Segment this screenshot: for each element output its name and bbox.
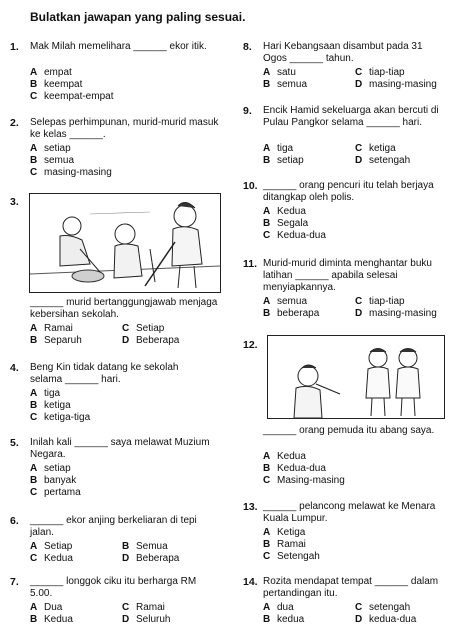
- option[interactable]: [263, 614, 304, 626]
- option-letter: B: [30, 400, 38, 411]
- option-text: semua: [277, 79, 308, 90]
- option-letter: A: [30, 541, 38, 552]
- option[interactable]: [30, 67, 72, 79]
- question-number: 3.: [10, 196, 19, 208]
- option-letter: D: [355, 614, 363, 625]
- option[interactable]: [30, 323, 73, 335]
- option[interactable]: [355, 155, 410, 167]
- option-letter: B: [30, 614, 38, 625]
- option-letter: C: [122, 323, 130, 334]
- option-letter: C: [263, 230, 271, 241]
- option-letter: B: [30, 335, 38, 346]
- option-letter: A: [30, 67, 38, 78]
- option-text: setengah: [369, 155, 411, 166]
- option-text: Dua: [44, 602, 63, 613]
- option[interactable]: [263, 67, 296, 79]
- option[interactable]: [355, 296, 405, 308]
- option-text: tiga: [277, 143, 294, 154]
- option-letter: C: [122, 602, 130, 613]
- option-letter: A: [30, 602, 38, 613]
- option-letter: C: [30, 91, 38, 102]
- option-text: Kedua-dua: [277, 230, 326, 241]
- option-text: ketiga-tiga: [44, 412, 91, 423]
- option-letter: A: [263, 602, 271, 613]
- option-letter: C: [30, 167, 38, 178]
- option-text: Separuh: [44, 335, 82, 346]
- question-stem: ______ orang pemuda itu abang saya.: [263, 425, 435, 436]
- option-text: Ketiga: [277, 527, 306, 538]
- question-number: 1.: [10, 41, 19, 53]
- option-letter: A: [263, 451, 271, 462]
- option-letter: B: [263, 614, 271, 625]
- option[interactable]: [355, 308, 437, 320]
- option[interactable]: [122, 602, 165, 614]
- question-number: 9.: [243, 105, 252, 117]
- option-text: Kedua: [44, 553, 73, 564]
- option-text: setiap: [44, 143, 71, 154]
- option-text: Kedua: [277, 206, 306, 217]
- question-number: 12.: [243, 339, 258, 351]
- option-letter: C: [30, 553, 38, 564]
- option[interactable]: [30, 463, 71, 475]
- option-letter: C: [30, 412, 38, 423]
- option[interactable]: [30, 155, 74, 167]
- option-letter: D: [122, 553, 130, 564]
- question-number: 10.: [243, 180, 258, 192]
- option-text: Setiap: [136, 323, 165, 334]
- option-letter: C: [355, 143, 363, 154]
- option-text: Masing-masing: [277, 475, 345, 486]
- option-letter: D: [355, 79, 363, 90]
- option-text: banyak: [44, 475, 77, 486]
- option-letter: A: [30, 323, 38, 334]
- option[interactable]: [355, 614, 416, 626]
- option[interactable]: [122, 541, 168, 553]
- option[interactable]: [30, 614, 73, 626]
- option-letter: B: [122, 541, 130, 552]
- question-stem: ______ longgok ciku itu berharga RM 5.00.: [30, 576, 197, 599]
- option[interactable]: [122, 323, 164, 335]
- option[interactable]: [355, 67, 405, 79]
- option[interactable]: [30, 487, 81, 499]
- option-text: masing-masing: [44, 167, 112, 178]
- option-text: tiga: [44, 388, 61, 399]
- option[interactable]: [30, 388, 60, 400]
- option-text: setengah: [369, 602, 411, 613]
- question-stem: Hari Kebangsaan disambut pada 31 Ogos ______ tahun.: [263, 41, 423, 64]
- option[interactable]: [30, 79, 82, 91]
- option-text: keempat-empat: [44, 91, 114, 102]
- question-number: 4.: [10, 362, 19, 374]
- option-text: Beberapa: [136, 335, 180, 346]
- option-text: Semua: [136, 541, 168, 552]
- option-text: pertama: [44, 487, 81, 498]
- option-letter: A: [263, 143, 271, 154]
- option[interactable]: [30, 335, 82, 347]
- option[interactable]: [30, 91, 113, 103]
- option-text: ketiga: [44, 400, 71, 411]
- option[interactable]: [30, 602, 62, 614]
- option-text: Kedua: [277, 451, 306, 462]
- option-letter: A: [30, 143, 38, 154]
- option-text: setiap: [44, 463, 71, 474]
- option-text: setiap: [277, 155, 304, 166]
- option[interactable]: [263, 527, 305, 539]
- option-text: Setiap: [44, 541, 73, 552]
- option-text: kedua: [277, 614, 305, 625]
- option-text: Kedua-dua: [277, 463, 326, 474]
- question-stem: ______ murid bertanggungjawab menjaga kebersihan sekolah.: [30, 297, 218, 320]
- question-stem: Beng Kin tidak datang ke sekolah selama ______ hari.: [30, 362, 179, 385]
- option-letter: D: [355, 308, 363, 319]
- question-stem: ______ ekor anjing berkeliaran di tepi jalan.: [30, 515, 197, 538]
- option-text: Segala: [277, 218, 309, 229]
- option-letter: A: [30, 463, 38, 474]
- option-text: Beberapa: [136, 553, 180, 564]
- option[interactable]: [263, 296, 307, 308]
- question-stem: ______ orang pencuri itu telah berjaya ditangkap oleh polis.: [263, 180, 434, 203]
- option[interactable]: [263, 451, 306, 463]
- question-stem: Murid-murid diminta menghantar buku latihan ______ apabila selesai menyiapkannya.: [263, 258, 432, 293]
- option[interactable]: [263, 308, 319, 320]
- option[interactable]: [30, 541, 72, 553]
- option[interactable]: [30, 475, 76, 487]
- option-letter: B: [263, 79, 271, 90]
- option-letter: D: [122, 614, 130, 625]
- option-letter: A: [263, 296, 271, 307]
- question-stem: Encik Hamid sekeluarga akan bercuti di Pulau Pangkor selama ______ hari.: [263, 105, 439, 128]
- option-text: ketiga: [369, 143, 396, 154]
- option[interactable]: [263, 539, 306, 551]
- question-stem: Inilah kali ______ saya melawat Muzium Negara.: [30, 437, 210, 460]
- option-text: masing-masing: [369, 79, 437, 90]
- option[interactable]: [263, 79, 307, 91]
- option-letter: B: [263, 539, 271, 550]
- option[interactable]: [30, 167, 112, 179]
- option-text: dua: [277, 602, 294, 613]
- option[interactable]: [30, 400, 71, 412]
- option-letter: C: [30, 487, 38, 498]
- option[interactable]: [263, 143, 293, 155]
- option-letter: B: [30, 475, 38, 486]
- question-number: 2.: [10, 117, 19, 129]
- option-letter: A: [30, 388, 38, 399]
- option-letter: B: [263, 155, 271, 166]
- question-stem: Rozita mendapat tempat ______ dalam pertandingan itu.: [263, 576, 439, 599]
- option-letter: C: [263, 475, 271, 486]
- option-letter: C: [355, 296, 363, 307]
- two-young-men-illustration: [268, 336, 444, 418]
- option-letter: A: [263, 527, 271, 538]
- option[interactable]: [263, 463, 326, 475]
- question-stem: Selepas perhimpunan, murid-murid masuk ke kelas ______.: [30, 117, 219, 140]
- option-text: semua: [44, 155, 75, 166]
- option[interactable]: [355, 143, 396, 155]
- option[interactable]: [263, 206, 306, 218]
- option-text: Kedua: [44, 614, 73, 625]
- option-text: empat: [44, 67, 72, 78]
- option-letter: C: [355, 67, 363, 78]
- option-letter: A: [263, 206, 271, 217]
- option-letter: B: [263, 218, 271, 229]
- option[interactable]: [30, 553, 73, 565]
- option-letter: B: [263, 308, 271, 319]
- question-number: 7.: [10, 576, 19, 588]
- option[interactable]: [355, 602, 410, 614]
- option-text: satu: [277, 67, 296, 78]
- option-letter: D: [355, 155, 363, 166]
- option[interactable]: [263, 218, 308, 230]
- option[interactable]: [355, 79, 437, 91]
- option[interactable]: [30, 143, 71, 155]
- question-number: 8.: [243, 41, 252, 53]
- option-text: tiap-tiap: [369, 296, 405, 307]
- question-stem: Mak Milah memelihara ______ ekor itik.: [30, 41, 207, 52]
- question-number: 11.: [243, 258, 258, 270]
- question-number: 14.: [243, 576, 258, 588]
- worksheet-title: Bulatkan jawapan yang paling sesuai.: [30, 10, 246, 24]
- option-text: beberapa: [277, 308, 320, 319]
- option-text: masing-masing: [369, 308, 437, 319]
- option[interactable]: [30, 412, 90, 424]
- option-letter: B: [30, 155, 38, 166]
- option-text: kedua-dua: [369, 614, 417, 625]
- option[interactable]: [122, 335, 179, 347]
- option-letter: C: [263, 551, 271, 562]
- option-text: keempat: [44, 79, 83, 90]
- question-stem: ______ pelancong melawat ke Menara Kuala Lumpur.: [263, 501, 436, 524]
- option-text: Ramai: [277, 539, 306, 550]
- option-letter: D: [122, 335, 130, 346]
- option-text: Seluruh: [136, 614, 171, 625]
- option-letter: B: [30, 79, 38, 90]
- option-letter: C: [355, 602, 363, 613]
- question-number: 13.: [243, 501, 258, 513]
- children-sweeping-illustration: [30, 194, 220, 292]
- question-number: 5.: [10, 437, 19, 449]
- option-text: Setengah: [277, 551, 320, 562]
- option-text: Ramai: [44, 323, 73, 334]
- question-number: 6.: [10, 515, 19, 527]
- cleaning-picture: [29, 193, 221, 293]
- option-text: Ramai: [136, 602, 165, 613]
- option[interactable]: [263, 230, 326, 242]
- option[interactable]: [122, 614, 170, 626]
- option-text: semua: [277, 296, 308, 307]
- option-letter: A: [263, 67, 271, 78]
- option[interactable]: [122, 553, 179, 565]
- option[interactable]: [263, 602, 294, 614]
- young-men-picture: [267, 335, 445, 419]
- option[interactable]: [263, 155, 304, 167]
- option-letter: B: [263, 463, 271, 474]
- option-text: tiap-tiap: [369, 67, 405, 78]
- option[interactable]: [263, 551, 320, 563]
- option[interactable]: [263, 475, 345, 487]
